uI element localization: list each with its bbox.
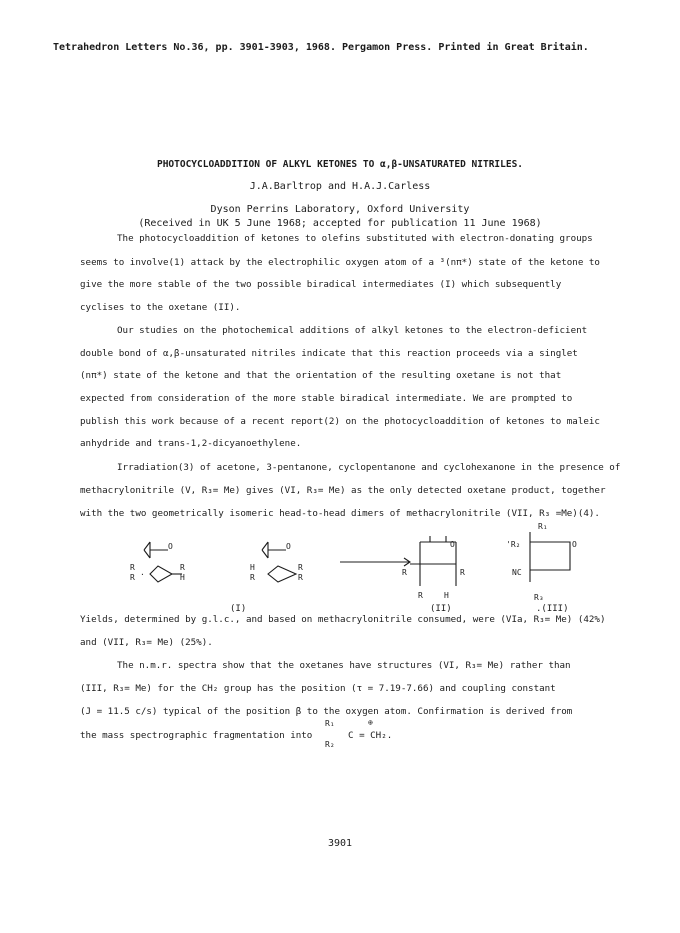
body-line: give the more stable of the two possible biradical intermediates (I) which subsequently [80, 279, 562, 290]
atom-label: R [298, 573, 303, 582]
body-line: (III, R₃= Me) for the CH₂ group has the position (τ = 7.19-7.66) and coupling constant [80, 683, 556, 694]
body-line: Yields, determined by g.l.c., and based on methacrylonitrile consumed, were (VIa, R₃= Me) (42%) [80, 614, 606, 625]
atom-label: H [180, 573, 185, 582]
compound-label-II: (II) [430, 604, 452, 614]
fragment-formula: C = CH₂. [348, 730, 393, 741]
body-line: Our studies on the photochemical additions of alkyl ketones to the electron-deficient [117, 325, 588, 336]
atom-label: R₁ [538, 522, 548, 531]
atom-label: O [572, 540, 577, 549]
body-line: methacrylonitrile (V, R₃= Me) gives (VI, R₃= Me) as the only detected oxetane product, together [80, 485, 606, 496]
compound-label-I: (I) [230, 604, 247, 614]
fragment-r1: R₁ [325, 719, 335, 728]
reaction-scheme [110, 520, 590, 604]
atom-label: H [444, 591, 449, 600]
journal-header: Tetrahedron Letters No.36, pp. 3901-3903, 1968. Pergamon Press. Printed in Great Britain. [53, 42, 589, 53]
atom-label: R [130, 573, 135, 582]
compound-label-III: .(III) [536, 604, 569, 614]
body-line: expected from consideration of the more stable biradical intermediate. We are prompted to [80, 393, 573, 404]
page-number: 3901 [327, 838, 353, 849]
body-line: The photocycloaddition of ketones to olefins substituted with electron-donating groups [117, 233, 593, 244]
atom-label: R₃ [534, 593, 544, 602]
atom-label: 'R₂ [506, 540, 521, 549]
body-line: Irradiation(3) of acetone, 3-pentanone, cyclopentanone and cyclohexanone in the presence of [117, 462, 621, 473]
atom-label: O [450, 540, 455, 549]
atom-label: R [180, 563, 185, 572]
body-line: publish this work because of a recent report(2) on the photocycloaddition of ketones to maleic [80, 416, 600, 427]
body-line: with the two geometrically isomeric head-to-head dimers of methacrylonitrile (VII, R₃ =Me)(4). [80, 508, 600, 519]
atom-label: H [250, 563, 255, 572]
atom-label: NC [512, 568, 522, 577]
fragment-r2: R₂ [325, 740, 335, 749]
atom-label: R [250, 573, 255, 582]
radical-dot: · [140, 570, 145, 579]
atom-label: R [130, 563, 135, 572]
received-dates: (Received in UK 5 June 1968; accepted for publication 11 June 1968) [138, 218, 542, 229]
atom-label: R [402, 568, 407, 577]
atom-label: O [286, 542, 291, 551]
atom-label: R [298, 563, 303, 572]
body-line: cyclises to the oxetane (II). [80, 302, 241, 313]
affiliation: Dyson Perrins Laboratory, Oxford University [210, 204, 470, 215]
body-line: double bond of α,β-unsaturated nitriles indicate that this reaction proceeds via a singlet [80, 348, 578, 359]
fragment-charge: ⊕ [368, 718, 373, 727]
body-line: anhydride and trans-1,2-dicyanoethylene. [80, 438, 302, 449]
atom-label: R [460, 568, 465, 577]
body-line: and (VII, R₃= Me) (25%). [80, 637, 213, 648]
body-line: The n.m.r. spectra show that the oxetanes have structures (VI, R₃= Me) rather than [117, 660, 571, 671]
atom-label: O [168, 542, 173, 551]
body-line: seems to involve(1) attack by the electrophilic oxygen atom of a ³(nπ*) state of the ketone to [80, 257, 600, 268]
body-line: (nπ*) state of the ketone and that the orientation of the resulting oxetane is not that [80, 370, 562, 381]
atom-label: R [418, 591, 423, 600]
body-line: (J = 11.5 c/s) typical of the position β to the oxygen atom. Confirmation is derived from [80, 706, 573, 717]
authors: J.A.Barltrop and H.A.J.Carless [249, 181, 431, 192]
body-line: the mass spectrographic fragmentation into [80, 730, 313, 741]
article-title: PHOTOCYCLOADDITION OF ALKYL KETONES TO α,β-UNSATURATED NITRILES. [156, 159, 524, 170]
